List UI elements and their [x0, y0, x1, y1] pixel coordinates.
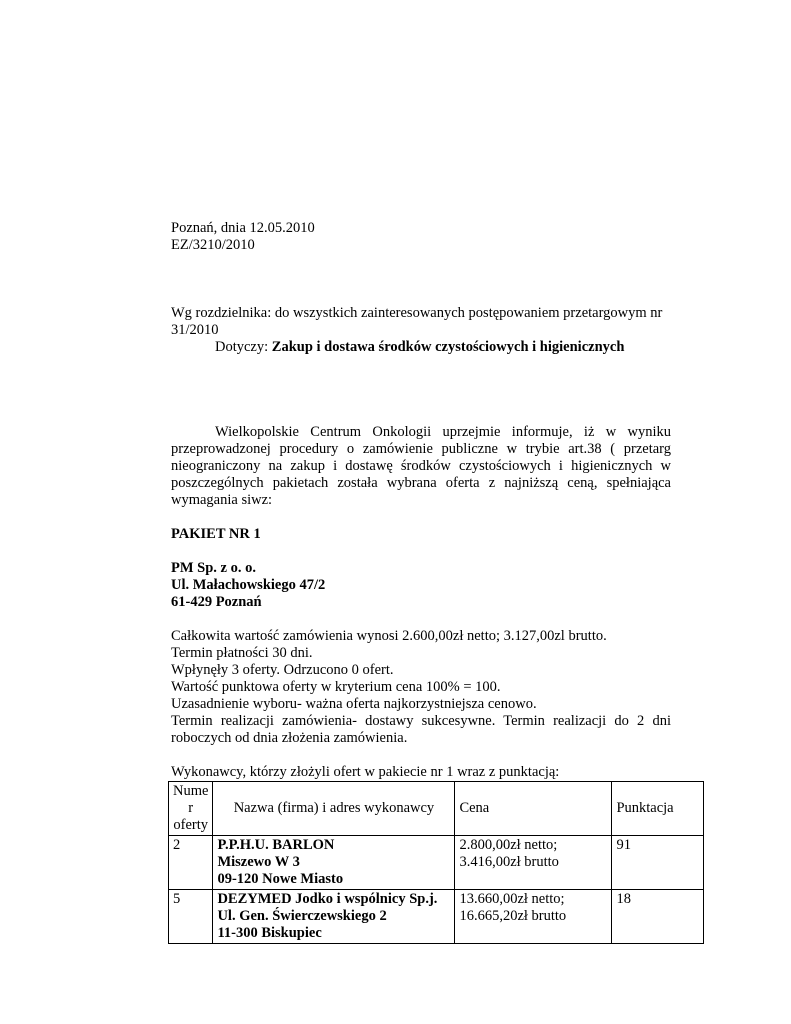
points-cell: 18 — [612, 890, 704, 944]
price-net: 2.800,00zł netto; — [459, 837, 558, 853]
offer-number: 5 — [169, 890, 213, 944]
winner-street: Ul. Małachowskiego 47/2 — [171, 577, 326, 593]
reference-number: EZ/3210/2010 — [171, 237, 255, 253]
contractor-name: P.P.H.U. BARLON — [217, 837, 335, 853]
subject-label: Dotyczy: — [215, 339, 272, 355]
recipients-line-1: Wg rozdzielnika: do wszystkich zainteresowanych postępowaniem przetargowym nr — [171, 305, 663, 321]
table-row — [169, 890, 704, 944]
offers-table — [168, 781, 704, 944]
price-net: 13.660,00zł netto; — [459, 891, 565, 907]
intro-line: przeprowadzonej procedury o zamówienie publiczne w trybie art.38 ( przetarg — [171, 441, 671, 457]
contractor-cell — [213, 890, 455, 944]
contractor-cell — [213, 836, 455, 890]
table-header-row — [169, 782, 704, 836]
document-page — [171, 220, 674, 944]
realization-line-2: roboczych od dnia złożenia zamówienia. — [171, 730, 408, 746]
payment-term: Termin płatności 30 dni. — [171, 645, 313, 661]
intro-line: nieograniczony na zakup i dostawę środków czystościowych i higienicznych w — [171, 458, 671, 474]
intro-line: poszczególnych pakietach została wybrana oferta z najniższą ceną, spełniająca — [171, 475, 671, 491]
offers-count: Wpłynęły 3 oferty. Odrzucono 0 ofert. — [171, 662, 394, 678]
package-title: PAKIET NR 1 — [171, 526, 261, 542]
contractor-city: 09-120 Nowe Miasto — [217, 871, 344, 887]
header-contractor: Nazwa (firma) i adres wykonawcy — [213, 782, 455, 836]
recipients-line-2: 31/2010 — [171, 322, 219, 338]
winner-city: 61-429 Poznań — [171, 594, 262, 610]
price-cell — [455, 836, 612, 890]
header-price: Cena — [455, 782, 612, 836]
table-intro: Wykonawcy, którzy złożyli ofert w pakiecie nr 1 wraz z punktacją: — [171, 764, 560, 780]
subject-line — [171, 339, 671, 356]
points-cell: 91 — [612, 836, 704, 890]
total-value: Całkowita wartość zamówienia wynosi 2.600,00zł netto; 3.127,00zl brutto. — [171, 628, 607, 644]
realization-line-1: Termin realizacji zamówienia- dostawy sukcesywne. Termin realizacji do 2 dni — [171, 713, 671, 729]
contractor-city: 11-300 Biskupiec — [217, 925, 322, 941]
contractor-street: Miszewo W 3 — [217, 854, 300, 870]
header-points: Punktacja — [612, 782, 704, 836]
contractor-street: Ul. Gen. Świerczewskiego 2 — [217, 908, 387, 924]
winner-name: PM Sp. z o. o. — [171, 560, 256, 576]
price-gross: 3.416,00zł brutto — [459, 854, 559, 870]
points-value: Wartość punktowa oferty w kryterium cena 100% = 100. — [171, 679, 501, 695]
price-cell — [455, 890, 612, 944]
offer-number: 2 — [169, 836, 213, 890]
selection-reason: Uzasadnienie wyboru- ważna oferta najkorzystniejsza cenowo. — [171, 696, 537, 712]
place-date: Poznań, dnia 12.05.2010 — [171, 220, 315, 236]
intro-line: wymagania siwz: — [171, 492, 273, 508]
contractor-name: DEZYMED Jodko i wspólnicy Sp.j. — [217, 891, 438, 907]
subject-text: Zakup i dostawa środków czystościowych i higienicznych — [271, 339, 625, 355]
header-offer-number: Nume r oferty — [169, 782, 213, 836]
price-gross: 16.665,20zł brutto — [459, 908, 567, 924]
table-row — [169, 836, 704, 890]
intro-paragraph — [171, 424, 671, 509]
intro-line: Wielkopolskie Centrum Onkologii uprzejmie informuje, iż w wyniku — [215, 424, 671, 440]
